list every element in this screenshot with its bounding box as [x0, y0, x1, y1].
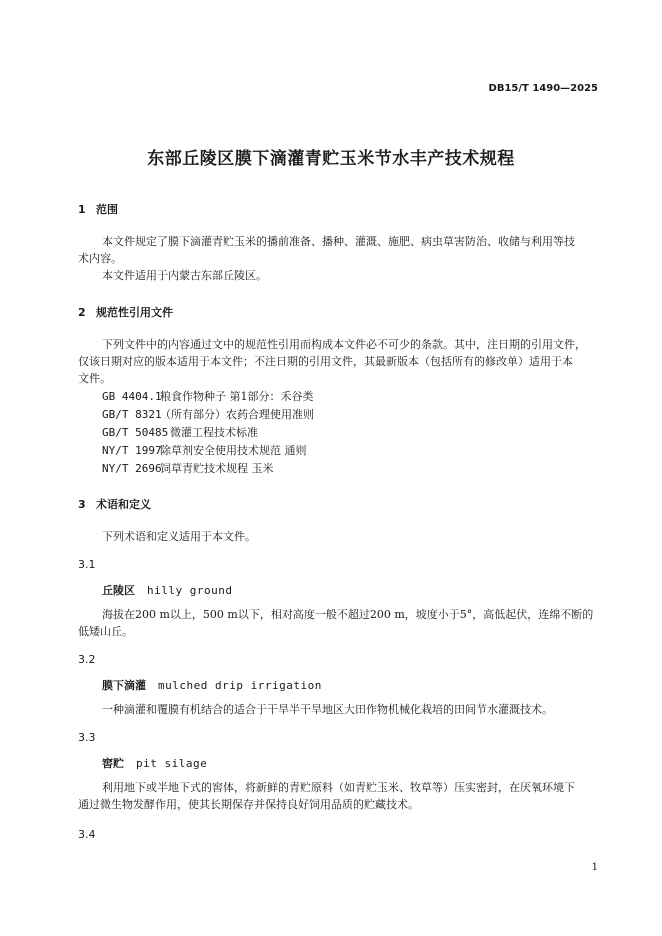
- term-number: 3.3: [78, 731, 96, 744]
- term-definition-line-1: 一种滴灌和覆膜有机结合的适合于干旱半干旱地区大田作物机械化栽培的田间节水灌溉技术。: [102, 703, 553, 716]
- reference-code: GB/T 50485: [102, 426, 169, 439]
- term-chinese: 丘陵区: [102, 584, 135, 597]
- reference-name: 饲草青贮技术规程 玉米: [160, 462, 274, 475]
- section-3-heading: [78, 496, 151, 512]
- term-definition-line-2: 低矮山丘。: [78, 625, 133, 638]
- term-english: hilly ground: [147, 584, 233, 597]
- term-heading: [102, 582, 232, 598]
- term-number: 3.1: [78, 558, 96, 571]
- term-definition-line-2: 通过微生物发酵作用，使其长期保存并保持良好饲用品质的贮藏技术。: [78, 798, 419, 811]
- reference-item: [102, 442, 307, 458]
- section-title: 规范性引用文件: [96, 306, 173, 319]
- section-2-intro-line-2: 仅该日期对应的版本适用于本文件；不注日期的引用文件，其最新版本（包括所有的修改单）适用于本: [78, 355, 573, 368]
- term-english: mulched drip irrigation: [158, 679, 322, 692]
- term-definition-line-1: 利用地下或半地下式的窖体，将新鲜的青贮原料（如青贮玉米、牧草等）压实密封，在厌氧环境下: [102, 781, 575, 794]
- reference-item: [102, 388, 314, 404]
- reference-code: NY/T 1997: [102, 444, 162, 457]
- reference-code: GB 4404.1: [102, 390, 162, 403]
- term-english: pit silage: [136, 757, 208, 770]
- section-2-intro-line-1: 下列文件中的内容通过文中的规范性引用而构成本文件必不可少的条款。其中，注日期的引用文件，: [102, 338, 586, 351]
- section-1-heading: [78, 201, 118, 217]
- reference-item: [102, 406, 314, 422]
- section-1-para-1-line-2: 术内容。: [78, 252, 122, 265]
- section-title: 范围: [96, 203, 118, 216]
- section-number: 1: [78, 203, 86, 216]
- term-definition-line-1: 海拔在200 m以上，500 m以下，相对高度一般不超过200 m，坡度小于5°，高低起伏，连绵不断的: [102, 608, 594, 621]
- page-number: 1: [591, 862, 598, 873]
- term-chinese: 膜下滴灌: [102, 679, 146, 692]
- term-chinese: 窖贮: [102, 757, 124, 770]
- reference-item: [102, 460, 274, 476]
- section-2-intro-line-3: 文件。: [78, 372, 111, 385]
- document-number: DB15/T 1490—2025: [488, 83, 598, 94]
- term-heading: [102, 755, 207, 771]
- reference-name: 粮食作物种子 第1部分：禾谷类: [160, 390, 314, 403]
- reference-name: 微灌工程技术标准: [170, 426, 258, 439]
- reference-code: GB/T 8321: [102, 408, 162, 421]
- reference-item: [102, 424, 258, 440]
- term-number: 3.4: [78, 828, 96, 841]
- term-number: 3.2: [78, 653, 96, 666]
- section-1-para-2: 本文件适用于内蒙古东部丘陵区。: [102, 269, 267, 282]
- term-heading: [102, 677, 322, 693]
- reference-name: （所有部分）农药合理使用准则: [160, 408, 314, 421]
- section-1-para-1-line-1: 本文件规定了膜下滴灌青贮玉米的播前准备、播种、灌溉、施肥、病虫草害防治、收储与利用等技: [102, 235, 575, 248]
- reference-name: 除草剂安全使用技术规范 通则: [160, 444, 307, 457]
- document-title: 东部丘陵区膜下滴灌青贮玉米节水丰产技术规程: [147, 149, 515, 169]
- reference-code: NY/T 2696: [102, 462, 162, 475]
- section-2-heading: [78, 304, 173, 320]
- section-title: 术语和定义: [96, 498, 151, 511]
- section-number: 3: [78, 498, 86, 511]
- section-number: 2: [78, 306, 86, 319]
- section-3-intro: 下列术语和定义适用于本文件。: [102, 530, 256, 543]
